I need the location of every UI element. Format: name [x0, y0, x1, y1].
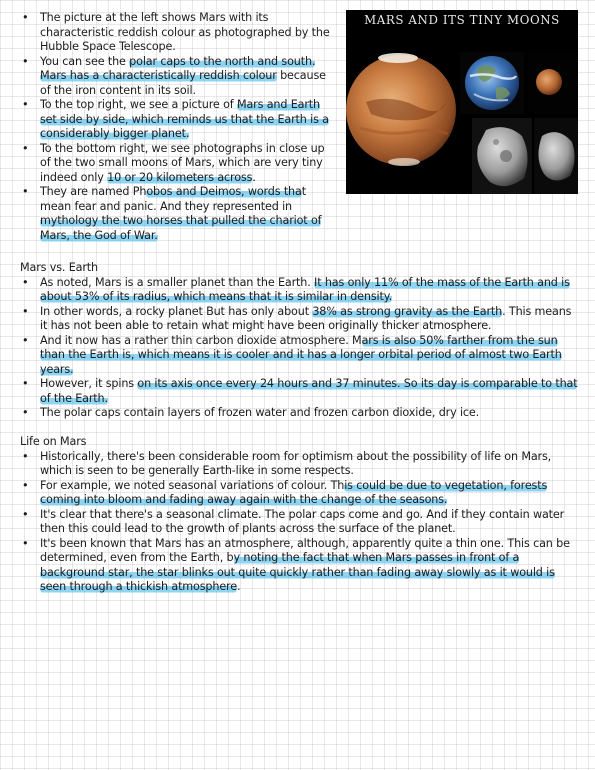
bullet-item	[20, 98, 338, 142]
life-on-mars-section	[20, 435, 580, 595]
section-heading-life-on-mars: Life on Mars	[20, 435, 87, 448]
note-text: It's been known that Mars has an atmosphere, although, apparently quite a thin one. This can be determined, even from the Earth, b	[40, 536, 570, 564]
mars-moons-figure	[346, 10, 578, 194]
note-text: However, it spins	[40, 377, 138, 390]
highlighted-text: ars is also 50% farther from the sun than the Earth is, which means it is cooler and it has a longer orbital period of almost two Earth years.	[40, 333, 562, 376]
note-text: The polar caps contain layers of frozen water and frozen carbon dioxide, dry ice.	[40, 406, 480, 419]
earth-planet	[465, 56, 519, 110]
note-text: As noted, Mars is a smaller planet than the Earth.	[40, 275, 315, 289]
highlighted-text: obos and Deimos, words tha	[146, 185, 302, 198]
highlighted-text: 10 or 20 kilometers across	[107, 170, 253, 184]
bullet-item	[20, 185, 338, 243]
note-text: Historically, there's been considerable room for optimism about the possibility of life on Mars, which is seen to be generally Earth-like in some respects.	[40, 449, 552, 477]
highlighted-text: mythology the two horses that pulled the chariot of Mars, the God of War.	[40, 214, 322, 242]
small-mars-planet	[536, 69, 562, 95]
mars-vs-earth-section	[20, 261, 580, 421]
highlighted-text: 38% as strong gravity as the Earth	[312, 304, 503, 318]
section-heading-mars-vs-earth: Mars vs. Earth	[20, 261, 98, 274]
mars-vs-earth-list	[20, 276, 580, 421]
bullet-item	[20, 276, 580, 305]
note-text: because of the iron content in its soil.	[40, 69, 326, 97]
note-text: You can see the	[40, 54, 130, 68]
highlighted-text: on its axis once every 24 hours and 37 minutes. So its day is comparable to that of the Earth.	[40, 377, 578, 405]
note-text: t mean fear and panic. And they represented in	[40, 185, 306, 213]
highlighted-text: y noting the fact that when Mars passes in front of a background star, the star blinks out quite quickly rather than fading away slowly as it would is seen through a thickish atmosphere	[40, 551, 555, 593]
note-text: To the top right, we see a picture of	[40, 98, 237, 111]
highlighted-text: polar caps to the north and south. Mars has a characteristically reddish colour	[40, 54, 316, 82]
bullet-item	[20, 377, 580, 406]
highlighted-text: is could be due to vegetation, forests coming into bloom and fading away again with the change of the seasons.	[40, 478, 548, 506]
note-text: They are named Ph	[40, 185, 147, 198]
note-text: In other words, a rocky planet But has only about	[40, 304, 313, 318]
bullet-item	[20, 55, 338, 99]
deimos-moon	[538, 132, 574, 180]
note-text: .	[252, 170, 256, 184]
bullet-item	[20, 508, 580, 537]
bullet-item	[20, 450, 580, 479]
note-text: And it now has a rather thin carbon dioxide atmosphere. M	[40, 333, 362, 347]
life-on-mars-list	[20, 450, 580, 595]
bullet-item	[20, 305, 580, 334]
figure-title: MARS AND ITS TINY MOONS	[364, 13, 560, 27]
intro-section	[20, 11, 338, 243]
bullet-item	[20, 11, 338, 55]
note-text: To the bottom right, we see photographs in close up of the two small moons of Mars, which are very tiny indeed only	[40, 141, 325, 184]
note-text: .	[237, 580, 241, 593]
highlighted-text: It has only 11% of the mass of the Earth and is about 53% of its radius, which means that it is similar in density.	[40, 275, 570, 303]
note-text: For example, we noted seasonal variations of colour. Th	[40, 478, 345, 492]
bullet-item	[20, 479, 580, 508]
note-text: It's clear that there's a seasonal climate. The polar caps come and go. And if they contain water then this could lead to the growth of plants across the surface of the planet.	[40, 507, 565, 535]
note-text: The picture at the left shows Mars with its characteristic reddish colour as photographed by the Hubble Space Telescope.	[40, 11, 330, 53]
note-text: . This means it has not been able to retain what might have been originally thicker atmosphere.	[40, 304, 572, 332]
bullet-item	[20, 406, 580, 421]
mars-moons-image	[346, 10, 578, 194]
bullet-item	[20, 537, 580, 595]
bullet-item	[20, 142, 338, 186]
highlighted-text: Mars and Earth set side by side, which reminds us that the Earth is a considerably bigger planet.	[40, 98, 329, 140]
intro-list	[20, 11, 338, 243]
bullet-item	[20, 334, 580, 378]
